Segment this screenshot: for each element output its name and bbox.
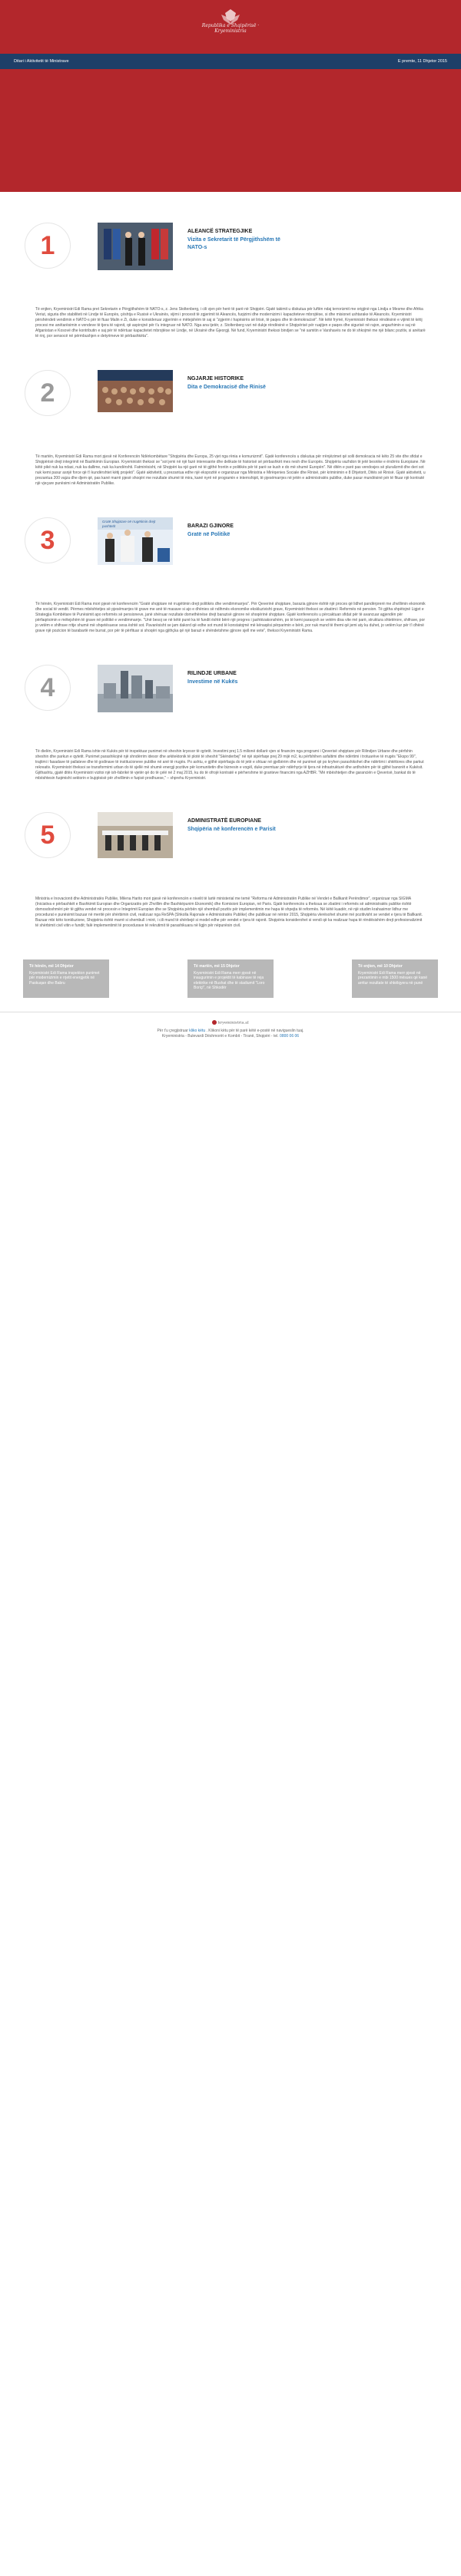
article-5 [0,812,461,929]
article-4 [0,665,461,781]
article-number: 4 [25,665,71,711]
event-date: Të martën, më 15 Dhjetor [194,964,240,969]
article-title-link[interactable]: Gratë në Politikë [187,532,230,537]
article-body: Të dielën, Kryeministri Edi Rama ishte në Kukës për të inspektuar punimet në sheshin kryesor të qytetit. Investimi prej 1.5 milionë dollarë vjen si financim nga programi i Qeverisë shqiptare për Rilindjen Urbane dhe përfshin sheshin dhe parkun e qytetit. Punimet parashikojnë një shndërrim idesor dhe arkitektonik të plotë të sheshit "Skënderbej" në një sipërfaqe prej 29 mijë m2, ku përfshihen asfaltimi dhe ndërtimi i trotuarëve të rrugës "Ekspo 99", trajtimi i fasadave të pallateve dhe të godinave të institucioneve publike në anë të rrugës. Po ashtu, e gjithë sipërfaqja do të jetë e shtuar në gjelbërim dhe në punimet që po kryhen parashikohet dhe ndërtimi i shtëttores dhe parkut rekreativ. Kryeministri theksoi se transformimi urban do të sjellë më shumë energji pozitive për komunitetin dhe biznesin e vogël, duke premtuar për ndërhyrje të tjera në infrastrukturë dhe ardhshëm për të gjithë banorët e Kukësit. Gjithashtu, gjatë ditës Kryeministri vizitoi një ish-fabrikë të vjetër që do të çelë në 2 maj 2015, ku do të ofrojë kontratë e përhershme të granteve financimi nga AZHBR. "Më mbështetjen dhe garanciën e Qeverisë, bankat do të mbështesin fuqimisht sektorin e bujqësisë për zhvillimin e fuqisë prodhuese," – shprehu Kryeministri. [35,749,424,781]
article-number: 3 [25,517,71,563]
article-title-link[interactable]: Vizita e Sekretarit të Përgjithshëm të NATO-s [187,237,280,250]
photo-caption: Gratë Shqiptare në rrugëtimin drejt pushtetit [102,520,156,528]
header-bar [0,54,461,69]
article-category: ALEANCË STRATEGJIKE [187,229,253,234]
footer-unsubscribe-line: Për t'u çregjistruar kliko këtu . Klikoni këtu për të parë këtë e-postë në navigueslin tuaj. [157,1029,304,1034]
article-photo[interactable] [98,665,173,712]
article-category: RILINDJE URBANE [187,671,237,676]
footer-site: kryeministria.al [217,1020,249,1025]
article-3 [0,517,461,634]
article-category: BARAZI GJINORE [187,523,234,529]
article-2 [0,370,461,487]
event-text: Kryeministri Edi Rama merr pjesë në inaugurimin e projektit të kabinave të reja elektrike në Bushat dhe të stadiumit "Loro Boriçi", në Shkodër [194,970,265,990]
footer [0,1012,461,1055]
logo[interactable] [196,8,265,37]
article-photo[interactable] [98,370,173,412]
event-text: Kryeministri Edi Rama inspekton punimet për modernizimin e rrjetit energjetik në Paskuqan dhe Babru [29,970,100,986]
event-box[interactable] [352,959,438,998]
header-banner [0,0,461,192]
article-body: Të hënën, Kryeministri Edi Rama mori pjesë në konferencën "Gratë shqiptare në rrugëtimin drejt politikës dhe vendimmarrjes". Për Qeverinë shqiptare, barazia gjinore është një proces që lidhet pandërprerë me zhvillimin ekonomik dhe social të vendit. Përmes mbështetjes së pjesëmarrjes të grave me anë të masave si ajo e dhënies së ndihmës ekonomike ekskluzivisht grave, Kryeministri theksoi se zbatimi i Reformës në pension. Të gjitha shpëtojnë Ligjet e Strategjia Kombëtare të Punësimit apo reformës së pensioneve, janë shënuar rezultate domethënëse drejt barazisë gjinore në shoqërinë shqiptare. Gjatë konferencës u përcaktuan sfidat për të avancuar agjendën për përfaqësimin e mëtejshëm të grave në politikë e vendimmarrje. "Unë besoj se në këtë punë ka të fundit është bërë një progres i jashtëzakonshëm, po të kemi parasysh se vetëm disa vite më parë, struktura shtetërore, shifrave, por jo vetëm e shifrave rritje shumë më shqetësuese sesa është sot. Pavarësisht se jam dakord që edhe sot mund të konstatojmë më kënaqësi përparimin e bërë, por nuk mund të themi që jemi aty ku duhet, jo vetëm kur për t'i dhënë grave një pozicion të barabartë me burrat, por për të përfituar si shoqëri nga gjithçka që një barazi e shëndetshme gjinore sjell me vete", theksoi Kryeministri Rama. [35,602,426,633]
article-body: Të enjten, Kryeministri Edi Rama pret Sekretarin e Përgjithshëm të NATO-s, z. Jens Stoltenberg, i cili vjen për herë të parë në Shqipëri. Gjatë takimit u diskutua për luftën ndaj terrorizmit me origjinë nga Lindja e Mesme dhe Afrika Veriut, siguria dhe stabiliteti në Lindje të Europës, çështja e Rusisë e Ukrainës, vijimi i procesit të zgjerimit të Aleancës, fuqizimi dhe modernizimi i kapaciteteve mbrojtëse, si dhe misionet ushtarake të Aleancës. Kryeministri përshëndeti vendimin e NATO-s për të ftuar Malin e Zi, duke e konsideruar zgjerimin e mëtejshëm të saj si "zgjerim i hapësirës së lirisë, të paqes dhe të demokracisë". Në këtë frymë, Kryeministri theksoi rëndësinë e vijimit të këtij procesi me anëtarësimin e vendeve të tjera të rajonit, që aspirojnë për t'u integruar në NATO. Nga ana tjetër, z. Stoltenberg vuri në dukje rëndësinë e Shqipërisë për ruajtjen e paqes dhe sigurisë në rajon, angazhimin e saj në Afganistan e Kosovë dhe kontributin e saj për të ndërtuar kapacitetet mbrojtëse në Lindje, në Ukrainë dhe Gjeorgji. Në fund, Kryeministri theksoi bindjen se "në samitin e Varshavës ne do të shkojmë me një bilanc pozitiv, si anëtarë të rinj, por sensocë në përmbushjen e detyrimeve të përbashkëta". [35,307,426,339]
site-title: Republika e Shqipërisë · Kryeministria [201,23,260,34]
event-date: Të hënën, më 14 Dhjetor [29,964,74,969]
article-1 [0,223,461,339]
article-body: Ministria e Inovacionit dhe Administratës Publike, Milena Harito mori pjesë në konferencën e nivelit të lartë ministerial me temë "Reforma në Administratën Publike në Vendet e Ballkanit Perëndimor", organizuar nga SIGMA (Iniciativa e përbashkët e Bashkimit Europian dhe Organizatës për Zhvillim dhe Bashkëpunim Ekonomik) dhe Komisioni Europian, në Paris. Gjatë konferencës u theksua se zbatimi i reformës së administratës publike është domosdoshmëri për të gjitha vendet në procesin e Integrimit Europian dhe se Shqipëria përbën një shembull pozitiv për implementimin me hapa të shpejta të reformës. Në këtë kuadër, në një studim krahasimor lidhur me procedurat e punësimit bazuar në meritë për shërbimin civil, realizuar nga ReSPA (Shkolla Rajonale e Administratës Publike) dhe publikuar në nëntor 2015, Shqipëria vlerësohet shumë më pozitivisht se vendet e tjera të Ballkanit. Bazuar mbi këto konkluzione, Shqipëria është marrë si shembull i mirë, i cili mund të shërbejë si model edhe për vendet e tjera të rajonit. Shqipëria konsiderohet si vendi që ka realizuar hapa të rëndësishëm drejt profesionalizimit të shërbimit civil vitin e fundit; falë implementimit të procedurave të rekrutimit të parashikuara në ligjin për nëpunësin civil. [35,897,423,928]
article-category: ADMINISTRATË EUROPIANE [187,818,261,824]
event-date: Të enjten, më 10 Dhjetor [358,964,403,969]
article-number: 1 [25,223,71,269]
phone-link[interactable]: 0800 06 06 [280,1034,300,1039]
article-body: Të martën, Kryeministri Edi Rama mori pjesë në Konferencën Ndërkombëtare "Shqipëria dhe Europa, 25 vjet nga rënia e komunizmit". Gjatë konferencës u diskutua për rrënjëzimet që solli demokracia në këto 25 vite dhe sfidat e Shqipërisë drejt integrimit në Bashkimin Europian. Kryeministri theksoi se "sot jemi në një fazë interesante dhe delikate të historisë së përbashkët mes nesh dhe Europës. Shqipëria vazhdon të jetë besnike e ëndrrës Europiane. Në këtë pikë nuk ka ndasi, nuk ka dallime, nuk ka kundërshti. Fatmirësisht, në Shqipëri ka një garë në të gjithë frontin e politikës për të parë se kush e do më shumë Europën". Në ditën e parë pas vendosjes së pluralizmit dhe deri sot nuk kemi pasur asnjë force që t'i kundërshtet këtij projekti". Gjatë aktivitetit, u prezantua edhe një ekspozitë e organizuar nga Ministria e Mirëqenies Sociale dhe Rinisë, për kriminimin e 8 Dhjetorit, Ditës së Rinisë. Gjatë aktivitetit, u prezantua 200 vajza dhe djem që, pas kanë marrë pjesë shoqëri me rezultate shumë të mira, kanë nyrë në programin e internshipit, të pjesëmarrjes në jetën e administratës publike, duke pasur mundësinë për të fituar një kontratë një vjeçare punësimi në Administratën Publike. [35,454,426,486]
article-number: 5 [25,812,71,858]
footer-logo[interactable] [0,1020,461,1025]
article-title-link[interactable]: Investime në Kukës [187,679,238,685]
event-box[interactable] [23,959,109,998]
header-date: E premte, 11 Dhjetor 2015 [397,59,447,64]
event-box[interactable] [187,959,274,998]
article-title-link[interactable]: Dita e Demokracisë dhe Rinisë [187,385,266,390]
event-text: Kryeministri Edi Rama merr pjesë në prezantimin e mbi 1500 mësues që kanë arritur rezultate të shkëlqyera në punë [358,970,428,986]
article-photo[interactable] [98,812,173,858]
footer-address: Kryeministria - Bulevardi Dëshmorët e Kombit - Tiranë, Shqipëri - tel. 0800 06 06 [161,1034,300,1039]
breadcrumb: Ditari i Aktivitetit të Ministrave [14,59,69,64]
article-category: NGJARJE HISTORIKE [187,376,244,381]
article-photo[interactable] [98,223,173,270]
upcoming-events [0,959,461,998]
article-number: 2 [25,370,71,416]
footer-emblem-icon [212,1020,217,1025]
article-photo[interactable] [98,517,173,565]
unsubscribe-link[interactable]: kliko këtu [189,1029,206,1034]
article-title-link[interactable]: Shqipëria në konferencën e Parisit [187,827,276,832]
